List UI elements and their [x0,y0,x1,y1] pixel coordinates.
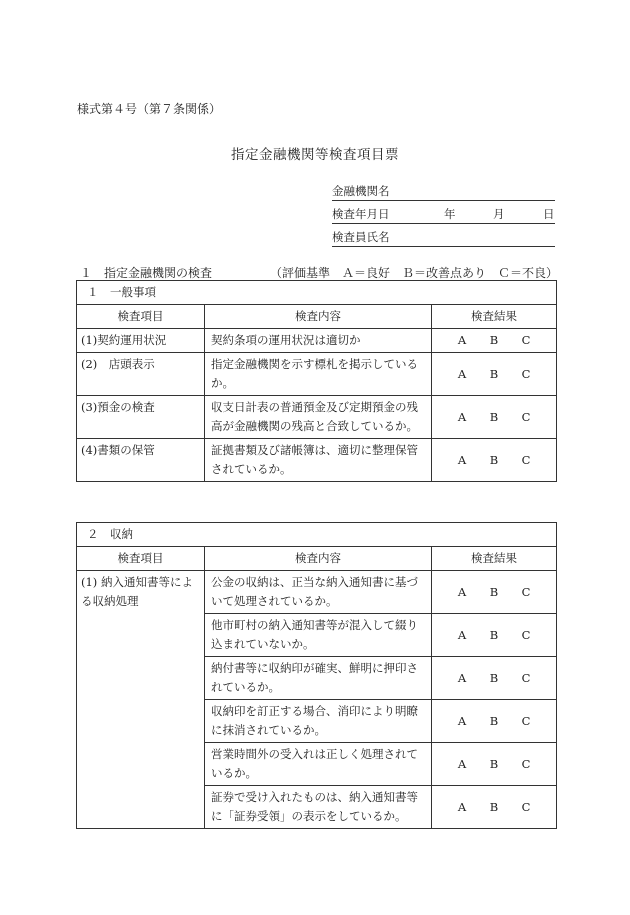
grade-c: C [521,333,531,347]
info-block [332,182,555,251]
grade-c: C [521,452,531,467]
grade-b: B [489,799,499,814]
column-header-content: 検査内容 [205,305,432,329]
inspector-name-label: 検査員氏名 [332,230,390,244]
section1-heading [80,264,558,281]
grade-a: A [457,670,467,685]
table-row [77,439,557,482]
table-row [77,396,557,439]
grade-b: B [489,627,499,642]
inspection-item: (4)書類の保管 [77,439,205,482]
inspection-date-field [332,205,555,224]
grade-a: A [457,333,467,347]
inspection-content: 証券で受け入れたものは、納入通知書等に「証券受領」の表示をしているか。 [205,786,432,829]
day-label: 日 [543,207,555,221]
inspection-result [432,353,557,396]
inspection-result [432,439,557,482]
receipts-table [76,522,557,829]
grade-a: A [457,366,467,381]
inspector-name-field [332,228,555,247]
grade-c: C [521,670,531,685]
inspection-content: 公金の収納は、正当な納入通知書に基づいて処理されているか。 [205,571,432,614]
grade-b: B [489,584,499,599]
grade-c: C [521,799,531,814]
table-row [77,329,557,353]
table-section-title: １ 一般事項 [77,281,557,305]
inspection-content: 納付書等に収納印が確実、鮮明に押印されているか。 [205,657,432,700]
grade-b: B [489,713,499,728]
inspection-result [432,571,557,614]
inspection-item: (2) 店頭表示 [77,353,205,396]
inspection-item: (1)契約運用状況 [77,329,205,353]
grade-a: A [457,452,467,467]
inspection-result [432,657,557,700]
table-row [77,353,557,396]
grade-b: B [489,366,499,381]
column-header-content: 検査内容 [205,547,432,571]
table-section-title: ２ 収納 [77,523,557,547]
grade-a: A [457,627,467,642]
inspection-content: 指定金融機関を示す標札を掲示しているか。 [205,353,432,396]
institution-name-field [332,182,555,201]
grade-a: A [457,713,467,728]
inspection-result [432,743,557,786]
evaluation-criteria: （評価基準 Ａ＝良好 Ｂ＝改善点あり Ｃ＝不良） [270,266,559,280]
grade-a: A [457,584,467,599]
grade-b: B [489,670,499,685]
grade-c: C [521,584,531,599]
grade-b: B [489,452,499,467]
grade-b: B [489,756,499,771]
grade-c: C [521,627,531,642]
grade-c: C [521,409,531,424]
inspection-content: 収納印を訂正する場合、消印により明瞭に抹消されているか。 [205,700,432,743]
column-header-item: 検査項目 [77,305,205,329]
inspection-result [432,329,557,353]
inspection-item: (3)預金の検査 [77,396,205,439]
grade-b: B [489,409,499,424]
inspection-content: 他市町村の納入通知書等が混入して綴り込まれていないか。 [205,614,432,657]
institution-name-label: 金融機関名 [332,184,390,198]
column-header-result: 検査結果 [432,547,557,571]
inspection-content: 営業時間外の受入れは正しく処理されているか。 [205,743,432,786]
form-number: 様式第４号（第７条関係） [77,102,222,116]
year-label: 年 [444,207,456,221]
section1-heading-text: １ 指定金融機関の検査 [80,266,213,280]
grade-a: A [457,756,467,771]
inspection-item: (1) 納入通知書等による収納処理 [77,571,205,829]
inspection-content: 証拠書類及び諸帳簿は、適切に整理保管されているか。 [205,439,432,482]
document-title: 指定金融機関等検査項目票 [231,147,399,163]
inspection-result [432,614,557,657]
column-header-result: 検査結果 [432,305,557,329]
inspection-result [432,396,557,439]
grade-c: C [521,366,531,381]
inspection-content: 収支日計表の普通預金及び定期預金の残高が金融機関の残高と合致しているか。 [205,396,432,439]
table-row [77,571,557,614]
grade-b: B [489,333,499,347]
inspection-result [432,786,557,829]
inspection-result [432,700,557,743]
grade-c: C [521,713,531,728]
inspection-date-label: 検査年月日 [332,207,390,221]
grade-a: A [457,799,467,814]
grade-a: A [457,409,467,424]
general-items-table [76,280,557,482]
month-label: 月 [493,207,505,221]
inspection-content: 契約条項の運用状況は適切か [205,329,432,353]
column-header-item: 検査項目 [77,547,205,571]
grade-c: C [521,756,531,771]
